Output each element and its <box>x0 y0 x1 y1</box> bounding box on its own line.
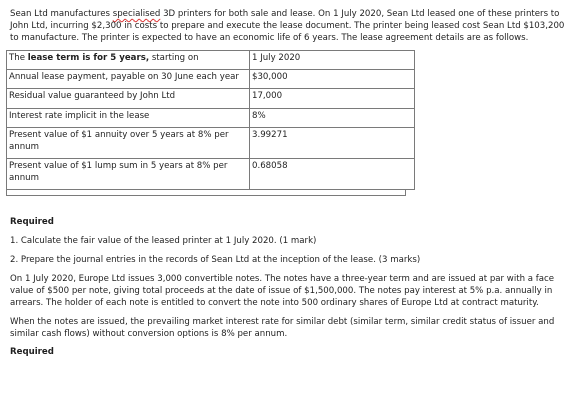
lease-details-table <box>6 50 415 190</box>
question-1: 1. Calculate the fair value of the leased printer at 1 July 2020. (1 mark) <box>10 236 317 246</box>
label-bold: lease term is for 5 years, <box>27 53 150 63</box>
table-cell-value: 1 July 2020 <box>250 51 415 70</box>
table-cell-label: Residual value guaranteed by John Ltd <box>7 89 250 109</box>
intro-text-after: 3D printers for both sale and lease. On 1 July 2020, Sean Ltd leased one of these printers to John Ltd, incurring $2,300 in costs to prepare and execute the lease document. The printer being leased cost Sean Ltd $103,200 to manufacture. The printer is expected to have an economic life of 6 years. The lease agreement details are as follows. <box>10 9 565 43</box>
table-cell-label: Present value of $1 lump sum in 5 years at 8% per annum <box>7 159 250 190</box>
intro-paragraph <box>10 8 576 44</box>
question-2: 2. Prepare the journal entries in the records of Sean Ltd at the inception of the lease. (3 marks) <box>10 255 421 265</box>
table-cell-value: 3.99271 <box>250 128 415 159</box>
intro-text-before: Sean Ltd manufactures <box>10 9 113 19</box>
table-row <box>7 128 415 159</box>
required-heading-2: Required <box>10 347 54 357</box>
table-cell-label: Interest rate implicit in the lease <box>7 109 250 128</box>
table-cell-value: 8% <box>250 109 415 128</box>
table-row <box>7 89 415 109</box>
table-row <box>7 51 415 70</box>
required-heading: Required <box>10 217 54 227</box>
table-row <box>7 159 415 190</box>
table-cell-value: 0.68058 <box>250 159 415 190</box>
table-cell-label: Present value of $1 annuity over 5 years at 8% per annum <box>7 128 250 159</box>
table-row <box>7 70 415 89</box>
notes-paragraph-1: On 1 July 2020, Europe Ltd issues 3,000 convertible notes. The notes have a three-year term and are issued at par with a face value of $500 per note, giving total proceeds at the date of issue of $1,500,000. The notes pay interest at 5% p.a. annually in arrears. The holder of each note is entitled to convert the note into 500 ordinary shares of Europe Ltd at contract maturity. <box>10 274 555 308</box>
table-cell-label: Annual lease payment, payable on 30 June each year <box>7 70 250 89</box>
table-cell-value: 17,000 <box>250 89 415 109</box>
table-row <box>7 109 415 128</box>
label-suffix: starting on <box>149 53 199 63</box>
misspelled-word[interactable]: specialised <box>112 9 161 19</box>
table-bottom-spacer <box>6 190 406 196</box>
notes-paragraph-2: When the notes are issued, the prevailing market interest rate for similar debt (similar term, similar credit status of issuer and similar cash flows) without conversion options is 8% per annum. <box>10 317 555 339</box>
table-cell-value: $30,000 <box>250 70 415 89</box>
label-prefix: The <box>9 53 28 63</box>
questions-section <box>10 216 576 358</box>
table-cell-label <box>7 51 250 70</box>
